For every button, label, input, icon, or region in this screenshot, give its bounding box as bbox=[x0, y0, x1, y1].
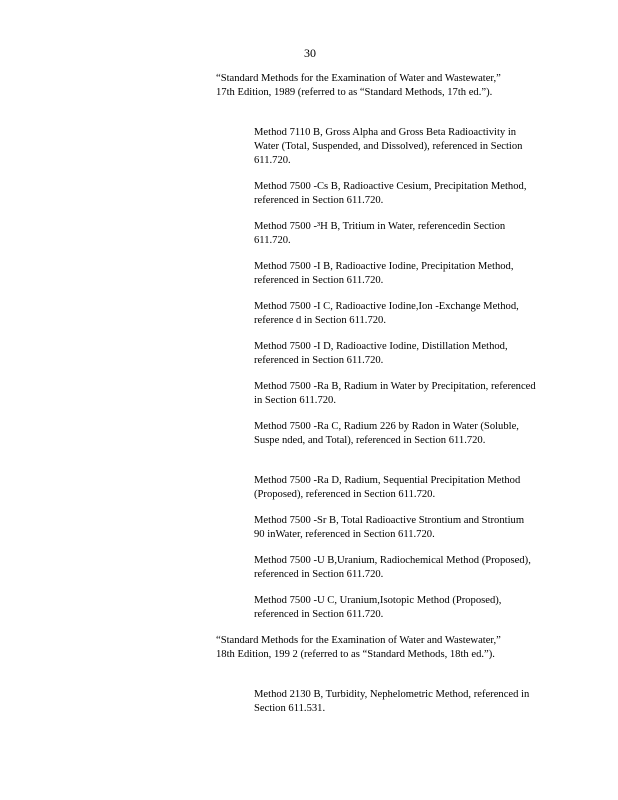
method-7500-ra-c: Method 7500 -Ra C, Radium 226 by Radon in Water (Soluble, Suspe nded, and Total), referenced in Section 611.720. bbox=[254, 421, 519, 447]
method-7500-ra-d: Method 7500 -Ra D, Radium, Sequential Precipitation Method (Proposed), referenced in Section 611.720. bbox=[254, 475, 521, 501]
method-2130-b: Method 2130 B, Turbidity, Nephelometric Method, referenced in Section 611.531. bbox=[254, 689, 530, 715]
method-7500-3h-b: Method 7500 -³H B, Tritium in Water, referencedin Section 611.720. bbox=[254, 221, 506, 247]
method-7500-u-c: Method 7500 -U C, Uranium,Isotopic Method (Proposed), referenced in Section 611.720. bbox=[254, 595, 502, 621]
method-7500-i-b: Method 7500 -I B, Radioactive Iodine, Precipitation Method, referenced in Section 611.720. bbox=[254, 261, 514, 287]
method-7500-cs-b: Method 7500 -Cs B, Radioactive Cesium, Precipitation Method, referenced in Section 611.720. bbox=[254, 181, 527, 207]
page-number: 30 bbox=[304, 46, 316, 60]
method-7500-i-c: Method 7500 -I C, Radioactive Iodine,Ion -Exchange Method, reference d in Section 611.720. bbox=[254, 301, 519, 327]
method-7500-u-b: Method 7500 -U B,Uranium, Radiochemical Method (Proposed), referenced in Section 611.720. bbox=[254, 555, 531, 581]
method-7500-i-d: Method 7500 -I D, Radioactive Iodine, Distillation Method, referenced in Section 611.720. bbox=[254, 341, 508, 367]
method-7110-b: Method 7110 B, Gross Alpha and Gross Beta Radioactivity in Water (Total, Suspended, and Dissolved), referenced in Section 611.720. bbox=[254, 127, 523, 167]
method-7500-sr-b: Method 7500 -Sr B, Total Radioactive Strontium and Strontium 90 inWater, referenced in Section 611.720. bbox=[254, 515, 525, 541]
method-7500-ra-b: Method 7500 -Ra B, Radium in Water by Precipitation, referenced in Section 611.720. bbox=[254, 381, 536, 407]
reference-18th-edition: “Standard Methods for the Examination of Water and Wastewater,” 18th Edition, 199 2 (referred to as “Standard Methods, 18th ed.”). bbox=[216, 635, 501, 661]
reference-17th-edition: “Standard Methods for the Examination of Water and Wastewater,” 17th Edition, 1989 (referred to as “Standard Methods, 17th ed.”). bbox=[216, 73, 501, 99]
